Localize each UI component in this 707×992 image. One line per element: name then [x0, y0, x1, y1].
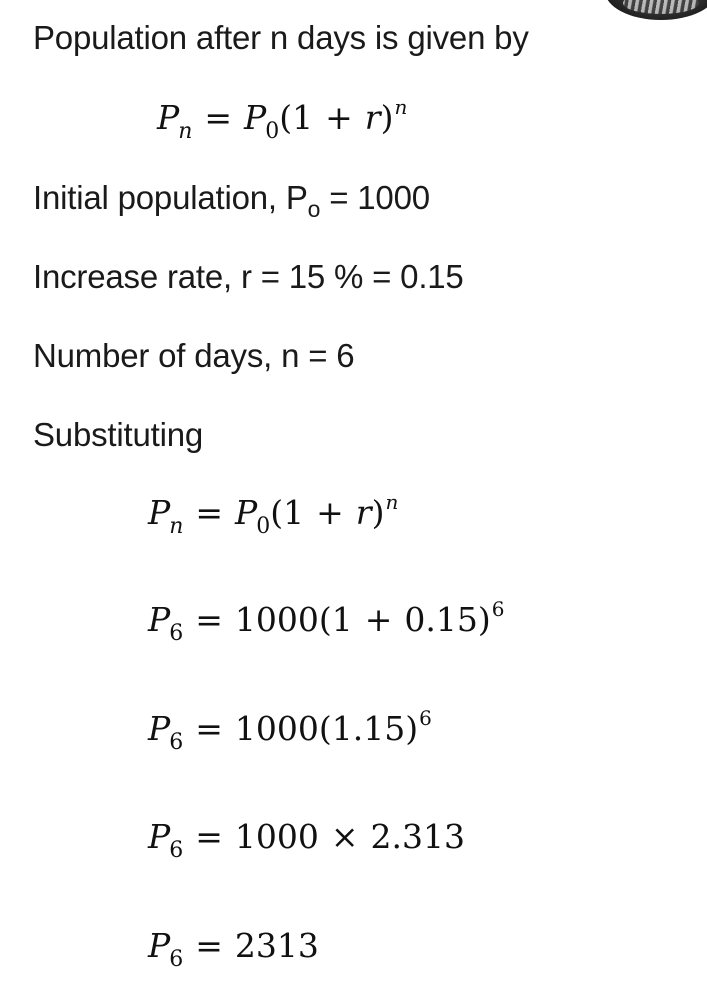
- restated-rhs-sub: 0: [256, 514, 271, 539]
- step3-sub: 6: [169, 838, 184, 863]
- days-line: Number of days, n = 6: [33, 337, 355, 374]
- step2-lhs: P: [148, 709, 171, 748]
- formula-rhs-var: P: [244, 98, 267, 137]
- restated-lhs-sub: n: [169, 514, 184, 539]
- step1-body2: 0.15): [404, 600, 491, 639]
- restated-exp: n: [385, 490, 399, 514]
- restated-close: ): [371, 493, 385, 532]
- step1-plus: +: [364, 600, 393, 639]
- restated-r: r: [355, 493, 372, 532]
- restated-lhs-var: P: [148, 493, 171, 532]
- step1-lhs: P: [148, 600, 171, 639]
- rate-line: Increase rate, r = 15 % = 0.15: [33, 258, 464, 295]
- step3-equals: =: [195, 817, 223, 856]
- step-4: [148, 924, 319, 973]
- intro-text: Population after n days is given by: [33, 19, 529, 56]
- step-1: [148, 598, 504, 647]
- step4-result: 2313: [234, 926, 319, 965]
- formula-general: [157, 96, 407, 145]
- substituting-line: Substituting: [33, 416, 204, 453]
- restated-open: (1: [270, 493, 305, 532]
- step4-equals: =: [195, 926, 223, 965]
- step3-b: 2.313: [370, 817, 465, 856]
- step2-exp: 6: [419, 706, 432, 730]
- step2-body: 1000(1.15): [234, 709, 419, 748]
- initial-population-line: [33, 178, 430, 221]
- step2-sub: 6: [169, 730, 184, 755]
- formula-close: ): [380, 98, 394, 137]
- step1-equals: =: [195, 600, 223, 639]
- step-2: [148, 707, 432, 756]
- formula-r: r: [364, 98, 381, 137]
- formula-equals: =: [204, 98, 233, 137]
- restated-plus: +: [316, 493, 344, 532]
- formula-restated: [148, 491, 398, 540]
- step-3: [148, 815, 465, 864]
- formula-lhs-var: P: [157, 98, 180, 137]
- formula-plus: +: [325, 98, 353, 137]
- formula-open: (1: [279, 98, 314, 137]
- corner-avatar-decoration: [605, 0, 707, 20]
- step1-sub: 6: [169, 621, 184, 646]
- restated-rhs-var: P: [235, 493, 258, 532]
- formula-lhs-sub: n: [178, 119, 193, 144]
- step3-a: 1000: [234, 817, 319, 856]
- step3-times: ×: [330, 817, 359, 856]
- initial-sub: o: [307, 196, 321, 222]
- step3-lhs: P: [148, 817, 171, 856]
- step4-sub: 6: [169, 947, 184, 972]
- initial-value: = 1000: [320, 179, 430, 216]
- formula-exp: n: [394, 95, 408, 119]
- restated-equals: =: [195, 493, 224, 532]
- step1-body: 1000(1: [234, 600, 353, 639]
- step2-equals: =: [195, 709, 223, 748]
- formula-rhs-sub: 0: [265, 119, 280, 144]
- step1-exp: 6: [491, 597, 505, 621]
- step4-lhs: P: [148, 926, 171, 965]
- initial-label: Initial population, P: [33, 179, 308, 216]
